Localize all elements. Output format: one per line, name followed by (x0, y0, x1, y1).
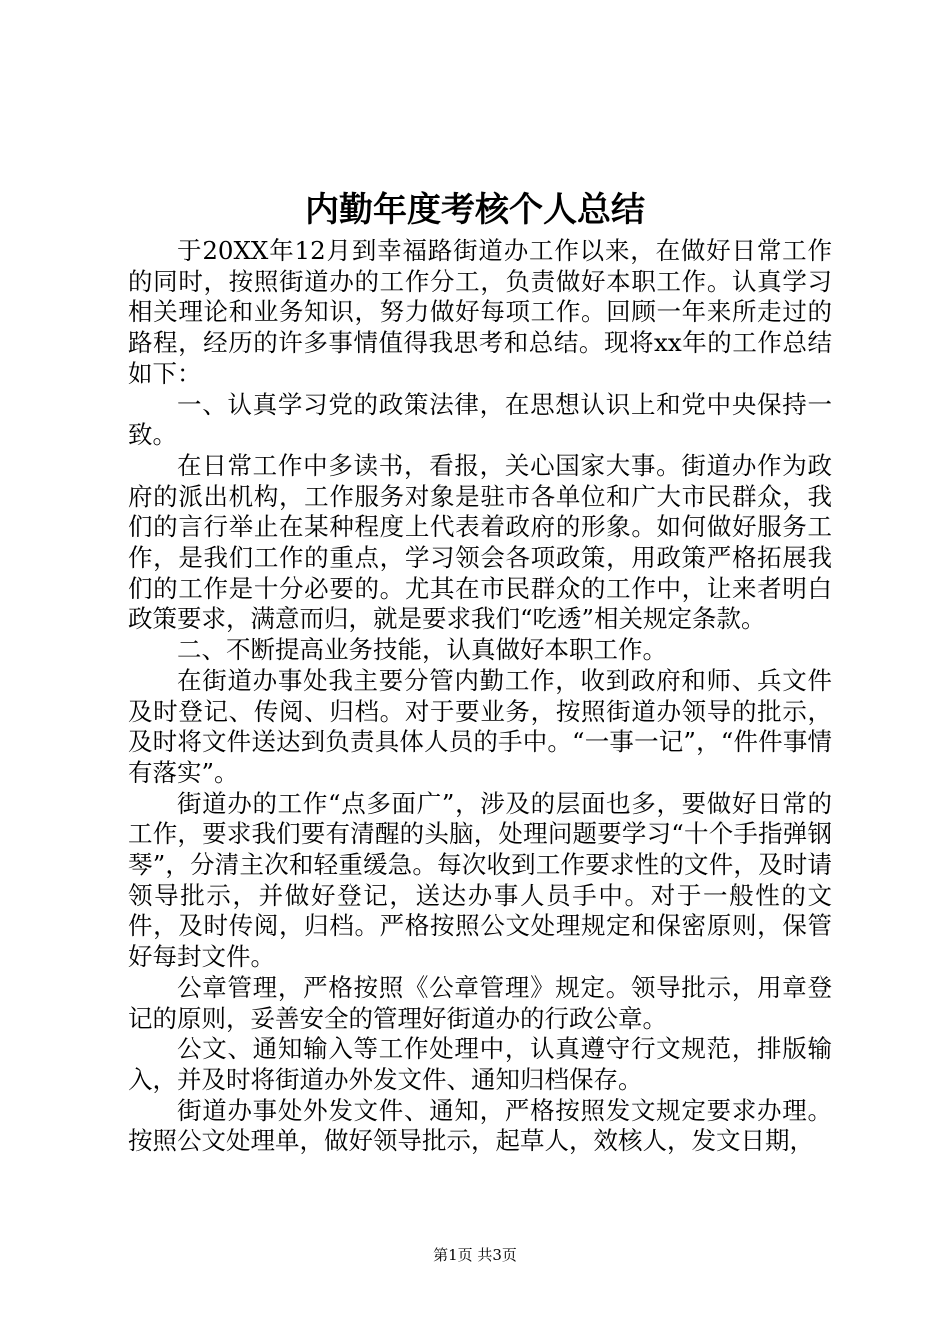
paragraph: 一、认真学习党的政策法律，在思想认识上和党中央保持一致。 (128, 389, 832, 450)
paragraph: 在街道办事处我主要分管内勤工作，收到政府和师、兵文件及时登记、传阅、归档。对于要业务，按照街道办领导的批示，及时将文件送达到负责具体人员的手中。“一事一记”，“件件事情有落实”。 (128, 665, 832, 787)
paragraph: 在日常工作中多读书，看报，关心国家大事。街道办作为政府的派出机构，工作服务对象是驻市各单位和广大市民群众，我们的言行举止在某种程度上代表着政府的形象。如何做好服务工作，是我们工作的重点，学习领会各项政策，用政策严格拓展我们的工作是十分必要的。尤其在市民群众的工作中，让来者明白政策要求，满意而归，就是要求我们“吃透”相关规定条款。 (128, 450, 832, 634)
paragraph: 二、不断提高业务技能，认真做好本职工作。 (177, 635, 667, 665)
page-footer: 第1页 共3页 (433, 1246, 517, 1264)
paragraph: 街道办的工作“点多面广”，涉及的层面也多，要做好日常的工作，要求我们要有清醒的头脑，处理问题要学习“十个手指弹钢琴”，分清主次和轻重缓急。每次收到工作要求性的文件，及时请领导批示，并做好登记，送达办事人员手中。对于一般性的文件，及时传阅，归档。严格按照公文处理规定和保密原则，保管好每封文件。 (128, 788, 832, 972)
paragraph: 公文、通知输入等工作处理中，认真遵守行文规范，排版输入，并及时将街道办外发文件、通知归档保存。 (128, 1034, 832, 1094)
paragraph: 街道办事处外发文件、通知，严格按照发文规定要求办理。按照公文处理单，做好领导批示，起草人，效核人，发文日期， (128, 1095, 832, 1156)
paragraph: 公章管理，严格按照《公章管理》规定。领导批示，用章登记的原则，妥善安全的管理好街道办的行政公章。 (128, 972, 832, 1033)
document-title: 内勤年度考核个人总结 (305, 190, 645, 230)
document-body (128, 236, 832, 1157)
paragraph: 于20XX年12月到幸福路街道办工作以来，在做好日常工作的同时，按照街道办的工作分工，负责做好本职工作。认真学习相关理论和业务知识，努力做好每项工作。回顾一年来所走过的路程，经历的许多事情值得我思考和总结。现将xx年的工作总结如下： (128, 236, 832, 388)
